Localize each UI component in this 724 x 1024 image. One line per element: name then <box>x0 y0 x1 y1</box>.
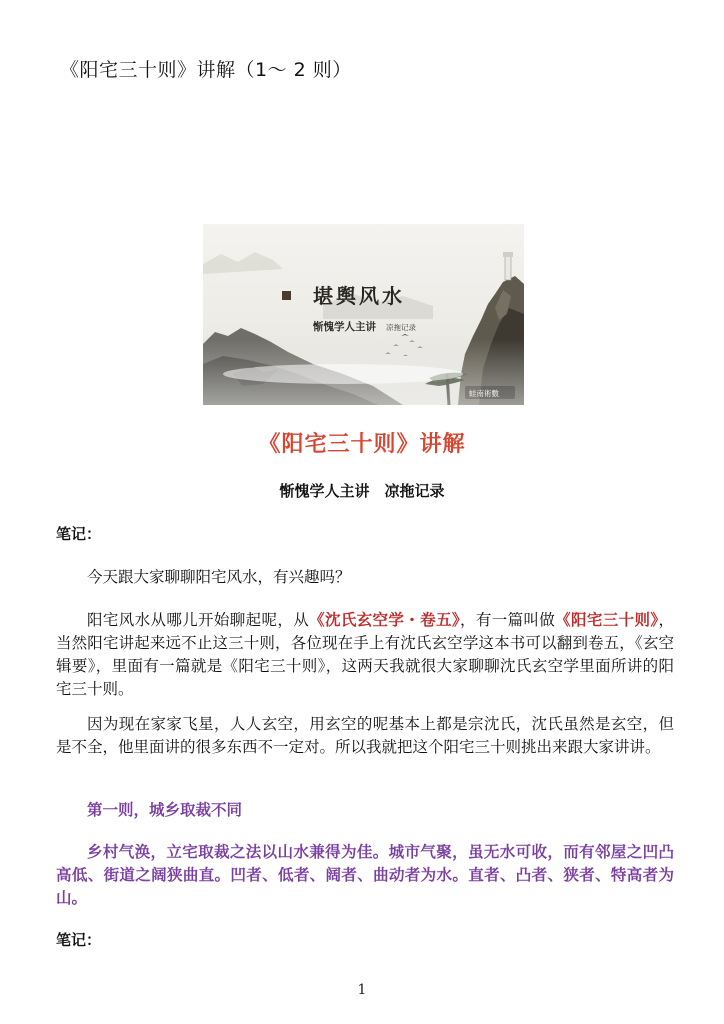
section-text: 乡村气涣，立宅取裁之法以山水兼得为佳。城市气聚，虽无水可收，而有邻屋之凹凸高低、街道之阔狭曲直。凹者、低者、阔者、曲动者为水。直者、凸者、狭者、特高者为山。 <box>56 843 674 907</box>
banner-watermark: 蛙南術數 <box>469 389 499 398</box>
chapter-reference: 《阳宅三十则》 <box>555 611 659 629</box>
notes-label: 笔记： <box>56 525 102 543</box>
section-heading: 第一则，城乡取裁不同 <box>87 801 243 819</box>
notes-label-2: 笔记： <box>56 931 102 949</box>
paragraph-2-part2: ，有一篇叫做 <box>459 611 556 629</box>
book-reference: 《沈氏玄空学・卷五》 <box>309 611 460 629</box>
paragraph-2-part3: ，当然阳宅讲起来远不止这三十则，各位现在手上有沈氏玄空学这本书可以翻到卷五，《玄空辑要》，里面有一篇就是《阳宅三十则》，这两天我就很大家聊聊沈氏玄空学里面所讲的阳宅三十则。 <box>56 611 674 698</box>
landscape-painting <box>203 224 524 405</box>
banner-calligraphy: 堪舆风水 <box>313 284 405 308</box>
paragraph-2-part1: 阳宅风水从哪儿开始聊起呢，从 <box>87 611 310 629</box>
page-number: 1 <box>357 982 367 998</box>
center-title: 《阳宅三十则》讲解 <box>258 432 466 457</box>
paragraph-2 <box>56 609 674 701</box>
paragraph-3: 因为现在家家飞星，人人玄空，用玄空的呢基本上都是宗沈氏，沈氏虽然是玄空，但是不全，他里面讲的很多东西不一定对。所以我就把这个阳宅三十则挑出来跟大家讲讲。 <box>56 715 674 756</box>
center-subtitle: 惭愧学人主讲 凉拖记录 <box>279 482 445 500</box>
banner-subtitle: 惭愧学人主讲 <box>313 321 376 333</box>
paragraph-1: 今天跟大家聊聊阳宅风水，有兴趣吗？ <box>87 568 351 586</box>
banner-image <box>203 224 524 405</box>
seal-icon <box>282 291 291 300</box>
document-title: 《阳宅三十则》讲解（1～ 2 则） <box>60 59 352 81</box>
banner-small-text: 凉拖记录 <box>386 323 416 332</box>
